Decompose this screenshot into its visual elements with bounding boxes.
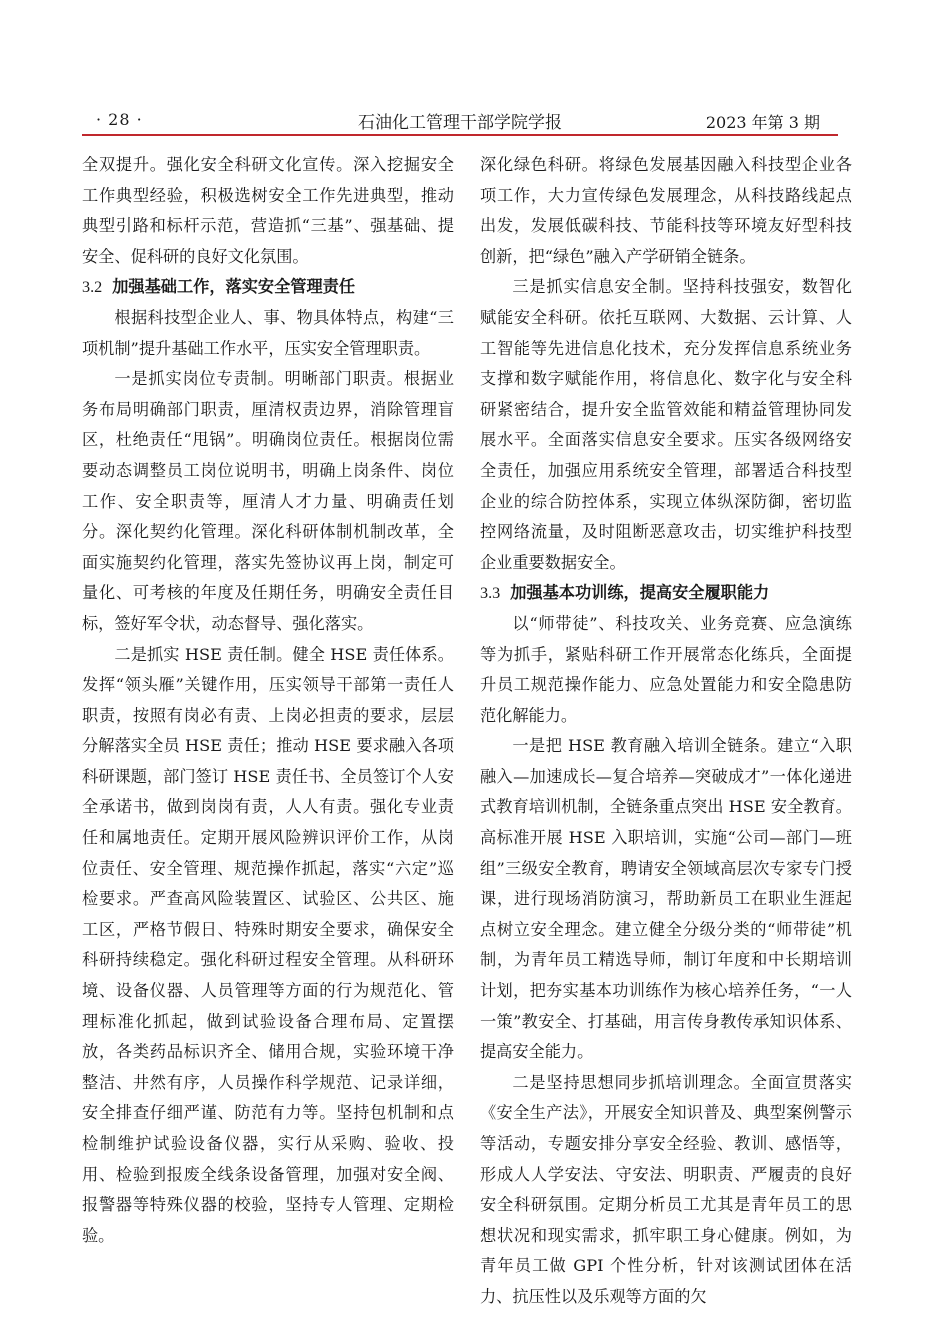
paragraph-continued: 全双提升。强化安全科研文化宣传。深入挖掘安全工作典型经验，积极选树安全工作先进典型，推动典型引路和标杆示范，营造抓“三基”、强基础、提安全、促科研的良好文化氛围。	[82, 155, 454, 266]
page-number: · 28 ·	[96, 110, 143, 129]
paragraph: 三是抓实信息安全制。坚持科技强安，数智化赋能安全科研。依托互联网、大数据、云计算、人工智能等先进信息化技术，充分发挥信息系统业务支撑和数字赋能作用，将信息化、数字化与安全科研紧密结合，提升安全监管效能和精益管理协同发展水平。全面落实信息安全要求。压实各级网络安全责任，加强应用系统安全管理，部署适合科技型企业的综合防控体系，实现立体纵深防御，密切监控网络流量，及时阻断恶意攻击，切实维护科技型企业重要数据安全。	[480, 277, 852, 572]
right-column	[480, 150, 852, 1313]
section-number: 3.3	[480, 584, 501, 603]
section-title: 加强基础工作，落实安全管理责任	[112, 277, 356, 297]
journal-title: 石油化工管理干部学院学报	[358, 113, 562, 133]
issue-label: 2023 年第 3 期	[705, 113, 820, 132]
section-number: 3.2	[82, 278, 103, 297]
running-header	[82, 104, 838, 136]
section-heading-3-3	[480, 578, 852, 609]
section-heading-3-2	[82, 272, 454, 303]
paragraph: 一是抓实岗位专责制。明晰部门职责。根据业务布局明确部门职责，厘清权责边界，消除管理盲区，杜绝责任“甩锅”。明确岗位责任。根据岗位需要动态调整员工岗位说明书，明确上岗条件、岗位工作、安全职责等，厘清人才力量、明确责任划分。深化契约化管理。深化科研体制机制改革，全面实施契约化管理，落实先签协议再上岗，制定可量化、可考核的年度及任期任务，明确安全责任目标，签好军令状，动态督导、强化落实。	[82, 369, 454, 633]
paragraph: 二是抓实 HSE 责任制。健全 HSE 责任体系。发挥“领头雁”关键作用，压实领导干部第一责任人职责，按照有岗必有责、上岗必担责的要求，层层分解落实全员 HSE 责任；推动 HSE 要求融入各项科研课题，部门签订 HSE 责任书、全员签订个人安全承诺书，做到岗岗有责，人人有责。强化专业责任和属地责任。定期开展风险辨识评价工作，从岗位责任、安全管理、规范操作抓起，落实“六定”巡检要求。严查高风险装置区、试验区、公共区、施工区，严格节假日、特殊时期安全要求，确保安全科研持续稳定。强化科研过程安全管理。从科研环境、设备仪器、人员管理等方面的行为规范化、管理标准化抓起，做到试验设备合理布局、定置摆放，各类药品标识齐全、储用合规，实验环境干净整洁、井然有序，人员操作科学规范、记录详细，安全排查仔细严谨、防范有力等。坚持包机制和点检制维护试验设备仪器，实行从采购、验收、投用、检验到报废全线条设备管理，加强对安全阀、报警器等特殊仪器的校验，坚持专人管理、定期检验。	[82, 644, 454, 1245]
paragraph: 根据科技型企业人、事、物具体特点，构建“三项机制”提升基础工作水平，压实安全管理职责。	[82, 307, 454, 358]
paragraph: 二是坚持思想同步抓培训理念。全面宣贯落实《安全生产法》，开展安全知识普及、典型案例警示等活动，专题安排分享安全经验、教训、感悟等，形成人人学安法、守安法、明职责、严履责的良好安全科研氛围。定期分析员工尤其是青年员工的思想状况和现实需求，抓牢职工身心健康。例如，为青年员工做 GPI 个性分析，针对该测试团体在活力、抗压性以及乐观等方面的欠	[480, 1072, 852, 1306]
paragraph: 以“师带徒”、科技攻关、业务竞赛、应急演练等为抓手，紧贴科研工作开展常态化练兵，全面提升员工规范操作能力、应急处置能力和安全隐患防范化解能力。	[480, 613, 852, 725]
paragraph-continued: 深化绿色科研。将绿色发展基因融入科技型企业各项工作，大力宣传绿色发展理念，从科技路线起点出发，发展低碳科技、节能科技等环境友好型科技创新，把“绿色”融入产学研销全链条。	[480, 155, 852, 266]
section-title: 加强基本功训练，提高安全履职能力	[510, 583, 770, 603]
paragraph: 一是把 HSE 教育融入培训全链条。建立“入职融入—加速成长—复合培养—突破成才”一体化递进式教育培训机制，全链条重点突出 HSE 安全教育。高标准开展 HSE 入职培训，实施“公司—部门—班组”三级安全教育，聘请安全领域高层次专家专门授课，进行现场消防演习，帮助新员工在职业生涯起点树立安全理念。建立健全分级分类的“师带徒”机制，为青年员工精选导师，制订年度和中长期培训计划，把夯实基本功训练作为核心培养任务，“一人一策”教安全、打基础，用言传身教传承知识体系、提高安全能力。	[480, 736, 852, 1062]
left-column	[82, 150, 454, 1251]
